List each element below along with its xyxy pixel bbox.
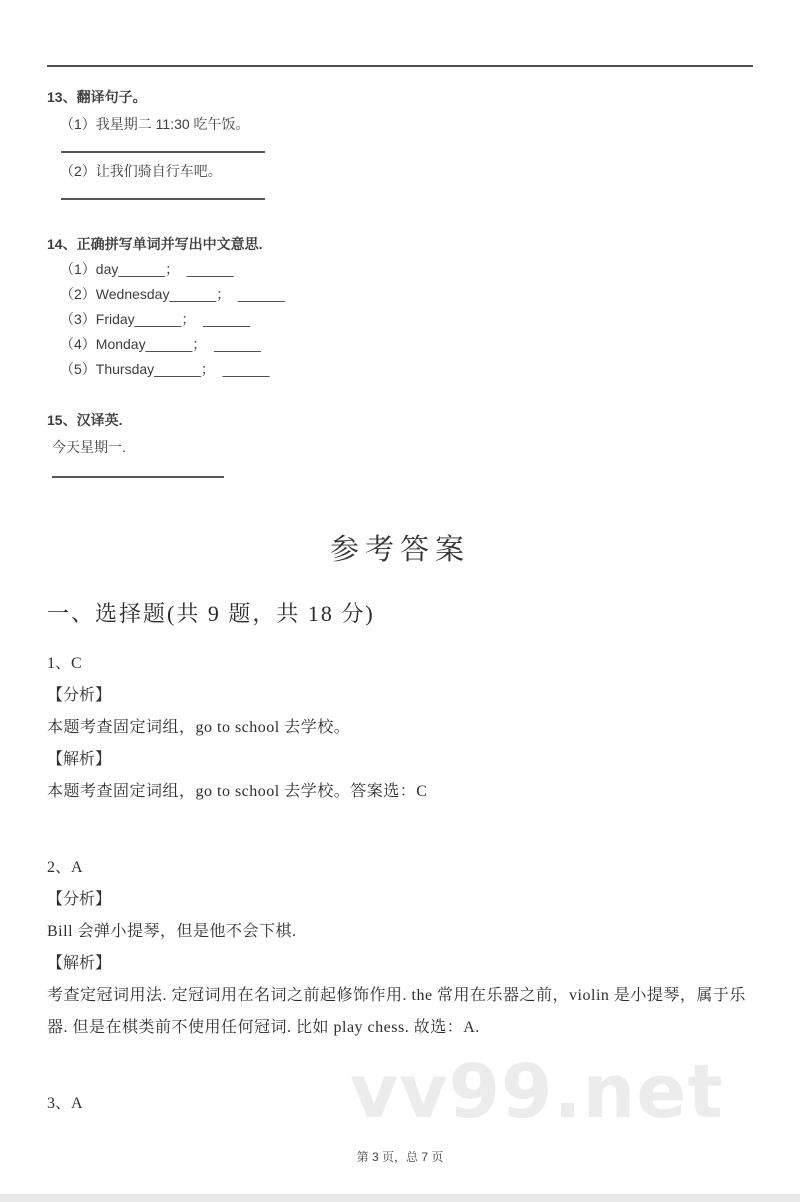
- question-13: [47, 88, 753, 200]
- answer-1-analysis-label: 【分析】: [47, 687, 112, 704]
- answer-blank-line: [61, 151, 265, 153]
- answer-2-explanation-label: 【解析】: [47, 955, 112, 972]
- answer-3-number: 3、A: [47, 1095, 83, 1112]
- answer-2-analysis-label: 【分析】: [47, 891, 112, 908]
- questions-area: [47, 88, 753, 478]
- page-edge: [0, 1194, 800, 1202]
- question-13-title: 13、翻译句子。: [47, 89, 147, 105]
- question-13-item-1: （1）我星期二 11:30 吃午饭。: [60, 116, 250, 132]
- answer-blank-line: [52, 476, 224, 478]
- page-content: [0, 65, 800, 1165]
- answer-1-number: 1、C: [47, 655, 82, 672]
- question-15-title: 15、汉译英.: [47, 412, 123, 428]
- question-14-item-1: （1）day______； ______: [60, 261, 234, 277]
- question-14-item-2: （2）Wednesday______； ______: [60, 286, 285, 302]
- question-15: [47, 411, 753, 478]
- question-14: [47, 235, 753, 378]
- exam-document-page: [0, 65, 800, 1202]
- answer-1-analysis-text: 本题考查固定词组，go to school 去学校。: [47, 719, 351, 736]
- header-divider: [47, 65, 753, 67]
- answer-2: [47, 852, 753, 1044]
- question-14-title: 14、正确拼写单词并写出中文意思.: [47, 236, 263, 252]
- page-number-footer: 第 3 页，总 7 页: [356, 1150, 444, 1164]
- question-14-item-4: （4）Monday______； ______: [60, 336, 261, 352]
- question-15-sentence: 今天星期一.: [52, 439, 126, 455]
- answer-2-number: 2、A: [47, 859, 83, 876]
- answer-1: [47, 648, 753, 808]
- spacer: [47, 202, 753, 214]
- answer-3: [47, 1088, 753, 1120]
- watermark-text: vv99.net: [350, 1049, 724, 1135]
- question-14-item-5: （5）Thursday______； ______: [60, 361, 270, 377]
- section-1-heading: 一、选择题(共 9 题，共 18 分): [47, 601, 375, 626]
- question-13-item-2: （2）让我们骑自行车吧。: [60, 163, 222, 179]
- answer-1-explanation-label: 【解析】: [47, 751, 112, 768]
- question-14-item-3: （3）Friday______； ______: [60, 311, 250, 327]
- answer-2-analysis-text: Bill 会弹小提琴，但是他不会下棋.: [47, 923, 297, 940]
- answer-blank-line: [61, 198, 265, 200]
- reference-answers-title: 参考答案: [329, 534, 470, 566]
- answer-2-explanation-text: 考查定冠词用法. 定冠词用在名词之前起修饰作用. the 常用在乐器之前，violin 是小提琴，属于乐器. 但是在棋类前不使用任何冠词. 比如 play chess. 故选：A.: [47, 987, 746, 1036]
- answer-1-explanation-text: 本题考查固定词组，go to school 去学校。答案选：C: [47, 783, 428, 800]
- spacer: [47, 378, 753, 390]
